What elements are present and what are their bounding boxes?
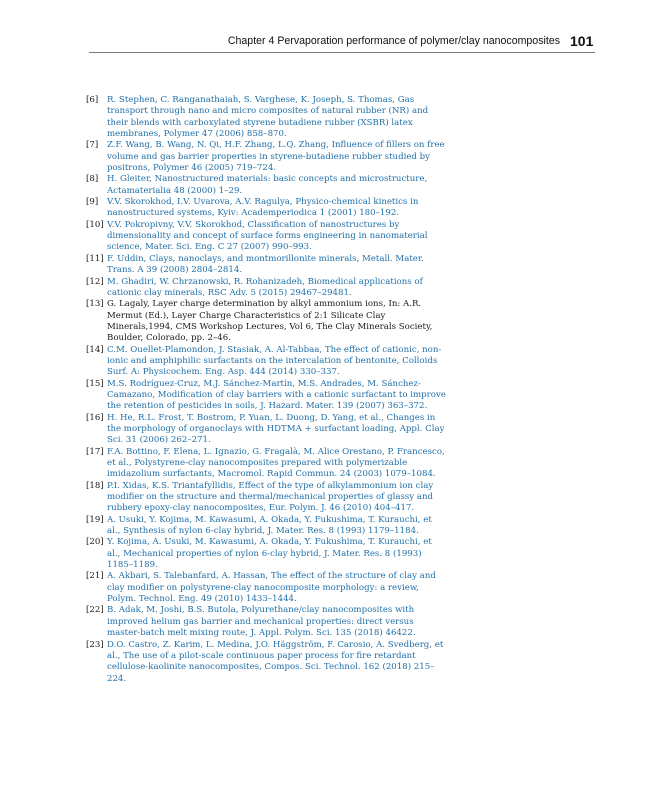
reference-link[interactable]: D.O. Castro, Z. Karim, L. Medina, J.O. Häggström, F. Carosio, A. Svedberg, et al., The use of a pilot-scale continuous paper process for fire retardant cellulose-kaolinite nanocomposites, Compos. Sci. Technol. 162 (2018) 215–224. bbox=[107, 639, 444, 684]
reference-item bbox=[86, 571, 446, 605]
reference-number: [13] bbox=[86, 299, 104, 310]
reference-number: [8] bbox=[86, 174, 99, 185]
reference-link[interactable]: B. Adak, M. Joshi, B.S. Butola, Polyurethane/clay nanocomposites with improved helium gas barrier and mechanical properties: direct versus master-batch melt mixing route, J. Appl. Polym. Sci. 135 (2018) 46422. bbox=[107, 605, 416, 639]
reference-item bbox=[86, 140, 446, 174]
reference-link[interactable]: H. Gleiter, Nanostructured materials: basic concepts and microstructure, Actamaterialia 48 (2000) 1–29. bbox=[107, 174, 428, 196]
reference-link[interactable]: F.A. Bottino, F. Elena, L. Ignazio, G. Fragalà, M. Alice Orestano, P. Francesco, et al., Polystyrene-clay nanocomposites prepared with polymerizable imidazolium surfactants, Macromol. Rapid Commun. 24 (2003) 1079–1084. bbox=[107, 446, 445, 480]
reference-number: [14] bbox=[86, 344, 104, 355]
reference-number: [10] bbox=[86, 219, 104, 230]
reference-item bbox=[86, 640, 446, 685]
reference-number: [12] bbox=[86, 276, 104, 287]
reference-link[interactable]: H. He, R.L. Frost, T. Bostrom, P. Yuan, L. Duong, D. Yang, et al., Changes in the morphology of organoclays with HDTMA + surfactant loading, Appl. Clay Sci. 31 (2006) 262–271. bbox=[107, 412, 445, 446]
running-header bbox=[0, 33, 595, 51]
reference-link[interactable]: C.M. Ouellet-Plamondon, J. Stasiak, A. Al-Tabbaa, The effect of cationic, non-ionic and amphiphilic surfactants on the intercalation of bentonite, Colloids Surf. A: Physicochem. Eng. Asp. 444 (2014) 330–337. bbox=[107, 344, 442, 378]
reference-number: [11] bbox=[86, 253, 104, 264]
chapter-title: Chapter 4 Pervaporation performance of polymer/clay nanocomposites bbox=[227, 35, 560, 47]
reference-number: [20] bbox=[86, 537, 104, 548]
reference-item bbox=[86, 481, 446, 515]
reference-item bbox=[86, 379, 446, 413]
reference-item bbox=[86, 254, 446, 277]
reference-number: [21] bbox=[86, 571, 104, 582]
reference-item bbox=[86, 277, 446, 300]
reference-number: [15] bbox=[86, 378, 104, 389]
reference-item bbox=[86, 345, 446, 379]
reference-link[interactable]: R. Stephen, C. Ranganathaiah, S. Varghese, K. Joseph, S. Thomas, Gas transport through nano and micro composites of natural rubber (NR) and their blends with carboxylated styrene butadiene rubber (XSBR) latex membranes, Polymer 47 (2006) 858–870. bbox=[107, 95, 429, 140]
page-number: 101 bbox=[570, 33, 594, 49]
reference-text: G. Lagaly, Layer charge determination by alkyl ammonium ions, In: A.R. Mermut (Ed.), Layer Charge Characteristics of 2:1 Silicate Clay Minerals,1994, CMS Workshop Lectures, Vol 6, The Clay Minerals Society, Boulder, Colorado, pp. 2–46. bbox=[107, 299, 433, 344]
reference-link[interactable]: V.V. Pokropivny, V.V. Skorokhod, Classification of nanostructures by dimensionality and concept of surface forms engineering in nanomaterial science, Mater. Sci. Eng. C 27 (2007) 990–993. bbox=[107, 219, 428, 253]
reference-link[interactable]: F. Uddin, Clays, nanoclays, and montmorillonite minerals, Metall. Mater. Trans. A 39 (2008) 2804–2814. bbox=[107, 253, 424, 276]
reference-item bbox=[86, 605, 446, 639]
reference-link[interactable]: Z.F. Wang, B. Wang, N. Qi, H.F. Zhang, L.Q. Zhang, Influence of fillers on free volume and gas barrier properties in styrene-butadiene rubber studied by positrons, Polymer 46 (2005) 719–724. bbox=[107, 140, 445, 174]
reference-list bbox=[86, 95, 446, 685]
reference-item bbox=[86, 299, 446, 344]
reference-item bbox=[86, 413, 446, 447]
reference-item bbox=[86, 537, 446, 571]
reference-link[interactable]: P.I. Xidas, K.S. Triantafyllidis, Effect of the type of alkylammonium ion clay modifier on the structure and thermal/mechanical properties of glassy and rubbery epoxy-clay nanocomposites, Eur. Polym. J. 46 (2010) 404–417. bbox=[107, 480, 434, 514]
reference-number: [7] bbox=[86, 140, 99, 151]
reference-link[interactable]: M. Ghadiri, W. Chrzanowski, R. Rohanizadeh, Biomedical applications of cationic clay minerals, RSC Adv. 5 (2015) 29467–29481. bbox=[107, 276, 423, 298]
reference-number: [18] bbox=[86, 480, 104, 491]
reference-item bbox=[86, 174, 446, 197]
reference-item bbox=[86, 220, 446, 254]
reference-link[interactable]: Y. Kojima, A. Usuki, M. Kawasumi, A. Okada, Y. Fukushima, T. Kurauchi, et al., Mechanical properties of nylon 6-clay hybrid, J. Mater. Res. 8 (1993) 1185–1189. bbox=[107, 537, 432, 571]
reference-number: [23] bbox=[86, 639, 104, 650]
reference-number: [6] bbox=[86, 95, 99, 105]
reference-number: [16] bbox=[86, 412, 104, 423]
reference-link[interactable]: A. Usuki, Y. Kojima, M. Kawasumi, A. Okada, Y. Fukushima, T. Kurauchi, et al., Synthesis of nylon 6-clay hybrid, J. Mater. Res. 8 (1993) 1179–1184. bbox=[107, 514, 432, 537]
reference-link[interactable]: M.S. Rodríguez-Cruz, M.J. Sánchez-Martín, M.S. Andrades, M. Sánchez-Camazano, Modification of clay barriers with a cationic surfactant to improve the retention of pesticides in soils, J. Hazard. Mater. 139 (2007) 363–372. bbox=[107, 378, 446, 412]
reference-number: [9] bbox=[86, 197, 99, 208]
header-divider bbox=[89, 52, 595, 53]
reference-item bbox=[86, 447, 446, 481]
reference-item bbox=[86, 95, 446, 140]
reference-number: [19] bbox=[86, 514, 104, 525]
reference-link[interactable]: A. Akbari, S. Talebanfard, A. Hassan, The effect of the structure of clay and clay modifier on polystyrene-clay nanocomposite morphology: a review, Polym. Technol. Eng. 49 (2010) 1433–1444. bbox=[107, 571, 436, 605]
reference-link[interactable]: V.V. Skorokhod, I.V. Uvarova, A.V. Ragulya, Physico-chemical kinetics in nanostructured systems, Kyiv: Academperiodica 1 (2001) 180–192. bbox=[107, 197, 419, 219]
reference-item bbox=[86, 197, 446, 220]
reference-number: [17] bbox=[86, 446, 104, 457]
reference-number: [22] bbox=[86, 605, 104, 616]
reference-item bbox=[86, 515, 446, 538]
